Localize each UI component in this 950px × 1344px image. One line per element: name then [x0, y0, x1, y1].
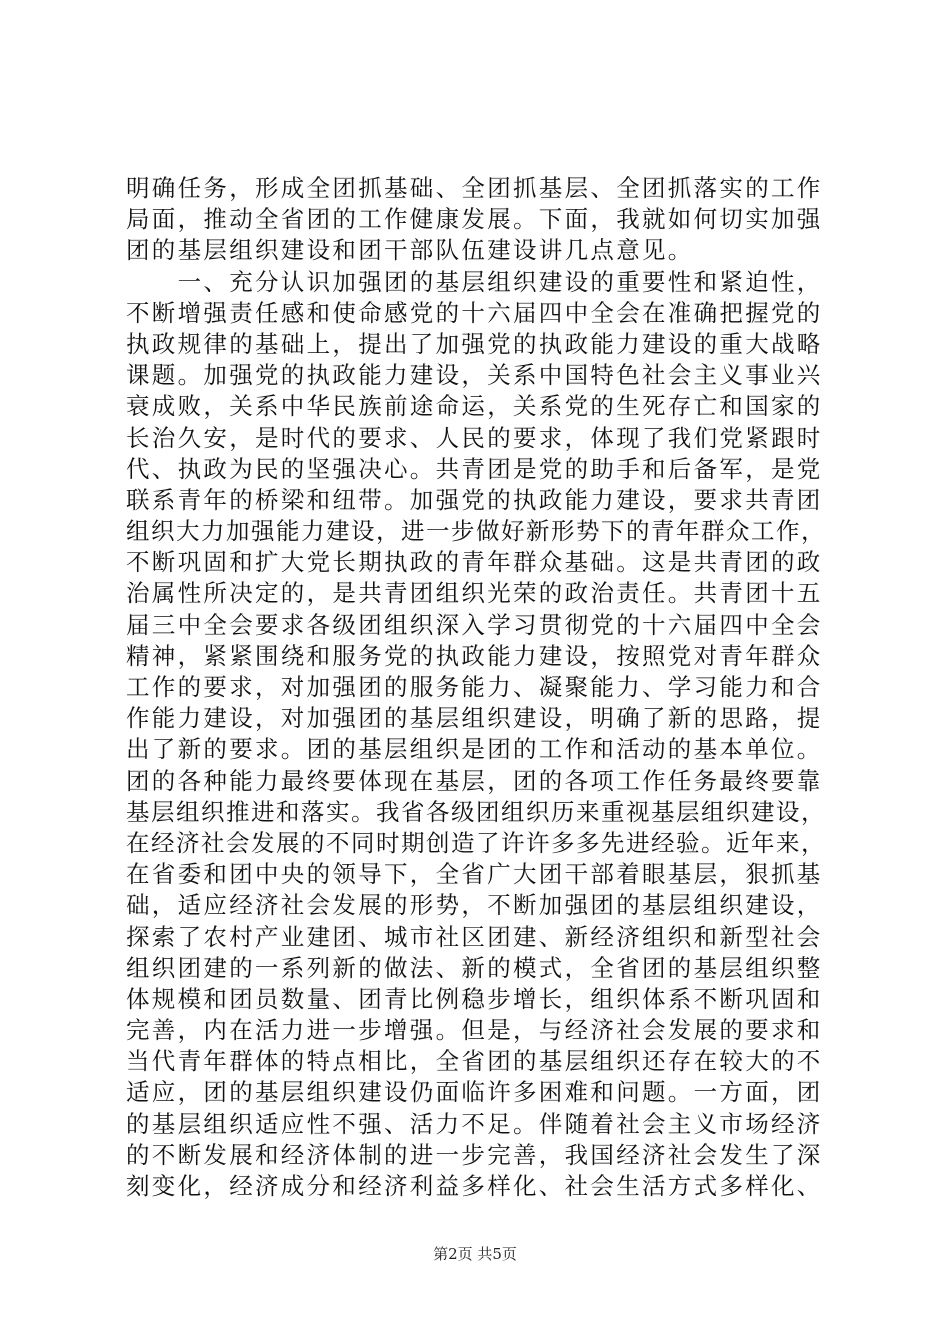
text-line: 当代青年群体的特点相比，全省团的基层组织还存在较大的不 [126, 1047, 823, 1076]
text-line: 代、执政为民的坚强决心。共青团是党的助手和后备军，是党 [126, 454, 823, 483]
text-line: 完善，内在活力进一步增强。但是，与经济社会发展的要求和 [126, 1016, 823, 1045]
body-text [126, 173, 826, 1202]
text-line: 体规模和团员数量、团青比例稳步增长，组织体系不断巩固和 [126, 984, 823, 1013]
text-line: 在省委和团中央的领导下，全省广大团干部着眼基层，狠抓基 [126, 860, 823, 889]
text-line: 组织团建的一系列新的做法、新的模式，全省团的基层组织整 [126, 953, 823, 982]
text-line: 在经济社会发展的不同时期创造了许许多多先进经验。近年来， [126, 828, 826, 857]
text-line: 团的各种能力最终要体现在基层，团的各项工作任务最终要靠 [126, 766, 823, 795]
text-line: 衰成败，关系中华民族前途命运，关系党的生死存亡和国家的 [126, 392, 823, 421]
text-line: 联系青年的桥梁和纽带。加强党的执政能力建设，要求共青团 [126, 485, 823, 514]
text-line: 的不断发展和经济体制的进一步完善，我国经济社会发生了深 [126, 1140, 823, 1169]
text-line: 明确任务，形成全团抓基础、全团抓基层、全团抓落实的工作 [126, 174, 823, 202]
text-line: 出了新的要求。团的基层组织是团的工作和活动的基本单位。 [126, 735, 823, 764]
text-line: 基层组织推进和落实。我省各级团组织历来重视基层组织建设， [126, 797, 826, 826]
text-line: 长治久安，是时代的要求、人民的要求，体现了我们党紧跟时 [126, 423, 823, 452]
text-line: 工作的要求，对加强团的服务能力、凝聚能力、学习能力和合 [126, 673, 823, 701]
text-line: 执政规律的基础上，提出了加强党的执政能力建设的重大战略 [126, 329, 823, 358]
text-line: 探索了农村产业建团、城市社区团建、新经济组织和新型社会 [126, 922, 823, 951]
text-line: 不断增强责任感和使命感党的十六届四中全会在准确把握党的 [126, 298, 823, 327]
text-line: 作能力建设，对加强团的基层组织建设，明确了新的思路，提 [126, 704, 823, 733]
text-line: 团的基层组织建设和团干部队伍建设讲几点意见。 [126, 236, 694, 265]
text-line: 刻变化，经济成分和经济利益多样化、社会生活方式多样化、 [126, 1172, 823, 1200]
text-line: 课题。加强党的执政能力建设，关系中国特色社会主义事业兴 [126, 361, 823, 390]
text-line: 组织大力加强能力建设，进一步做好新形势下的青年群众工作， [126, 517, 826, 546]
text-line: 精神，紧紧围绕和服务党的执政能力建设，按照党对青年群众 [126, 641, 823, 670]
text-line: 的基层组织适应性不强、活力不足。伴随着社会主义市场经济 [126, 1109, 823, 1138]
text-line: 治属性所决定的，是共青团组织光荣的政治责任。共青团十五 [126, 579, 823, 608]
text-line: 础，适应经济社会发展的形势，不断加强团的基层组织建设， [126, 891, 823, 920]
text-line: 一、充分认识加强团的基层组织建设的重要性和紧迫性， [126, 267, 823, 296]
text-line: 适应，团的基层组织建设仍面临许多困难和问题。一方面，团 [126, 1078, 823, 1107]
text-line: 局面，推动全省团的工作健康发展。下面，我就如何切实加强 [126, 205, 823, 234]
page-footer: 第2页 共5页 [433, 1245, 517, 1263]
text-line: 届三中全会要求各级团组织深入学习贯彻党的十六届四中全会 [126, 610, 823, 639]
text-line: 不断巩固和扩大党长期执政的青年群众基础。这是共青团的政 [126, 548, 823, 577]
